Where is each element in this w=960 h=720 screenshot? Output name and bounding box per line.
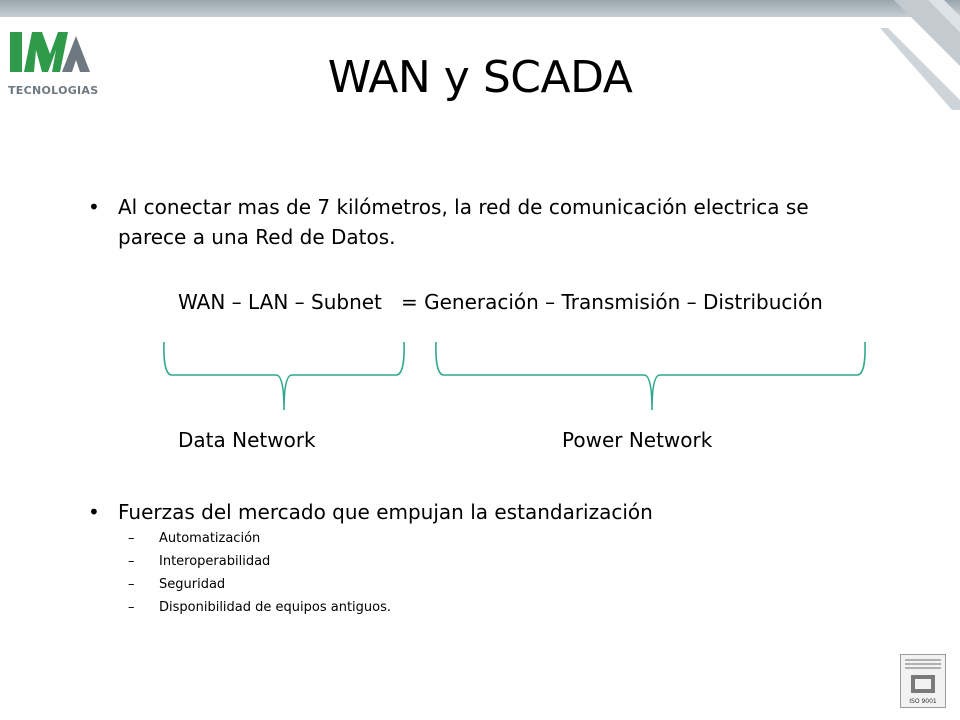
- sub-list-item: [128, 550, 628, 573]
- bullet-item: [88, 497, 878, 527]
- top-band: [0, 0, 960, 17]
- sub-item-text: Interoperabilidad: [159, 554, 271, 569]
- sub-item-text: Automatización: [159, 531, 261, 546]
- power-network-label: Power Network: [562, 428, 713, 452]
- bullet-item: [88, 192, 878, 252]
- equation-line: [178, 290, 823, 314]
- bullet-dot: •: [88, 195, 100, 219]
- power-network-brace: [436, 342, 865, 410]
- iso-badge-graphic: [901, 655, 945, 707]
- dash-marker: –: [128, 600, 135, 615]
- equation-gap: [382, 290, 401, 314]
- equation-right: = Generación – Transmisión – Distribución: [400, 290, 823, 314]
- dash-marker: –: [128, 554, 135, 569]
- dash-marker: –: [128, 577, 135, 592]
- bullet-text: Fuerzas del mercado que empujan la estandarización: [118, 500, 653, 524]
- bullet-text: Al conectar mas de 7 kilómetros, la red de comunicación electrica se parece a una Red de Datos.: [118, 195, 809, 249]
- sub-item-text: Disponibilidad de equipos antiguos.: [159, 600, 392, 615]
- data-network-label: Data Network: [178, 428, 316, 452]
- sub-list-item: [128, 527, 628, 550]
- bullet-dot: •: [88, 500, 100, 524]
- equation-left: WAN – LAN – Subnet: [178, 290, 382, 314]
- dash-marker: –: [128, 531, 135, 546]
- sub-list-item: [128, 573, 628, 596]
- sub-item-text: Seguridad: [159, 577, 226, 592]
- sub-list-item: [128, 596, 628, 619]
- slide-title: WAN y SCADA: [327, 52, 633, 103]
- logo-text: TECNOLOGIAS: [8, 84, 99, 97]
- data-network-brace: [164, 342, 404, 410]
- iso-certification-badge-icon: [900, 654, 946, 708]
- sub-list: [128, 527, 628, 619]
- iso-badge-text: ISO 9001: [909, 698, 937, 705]
